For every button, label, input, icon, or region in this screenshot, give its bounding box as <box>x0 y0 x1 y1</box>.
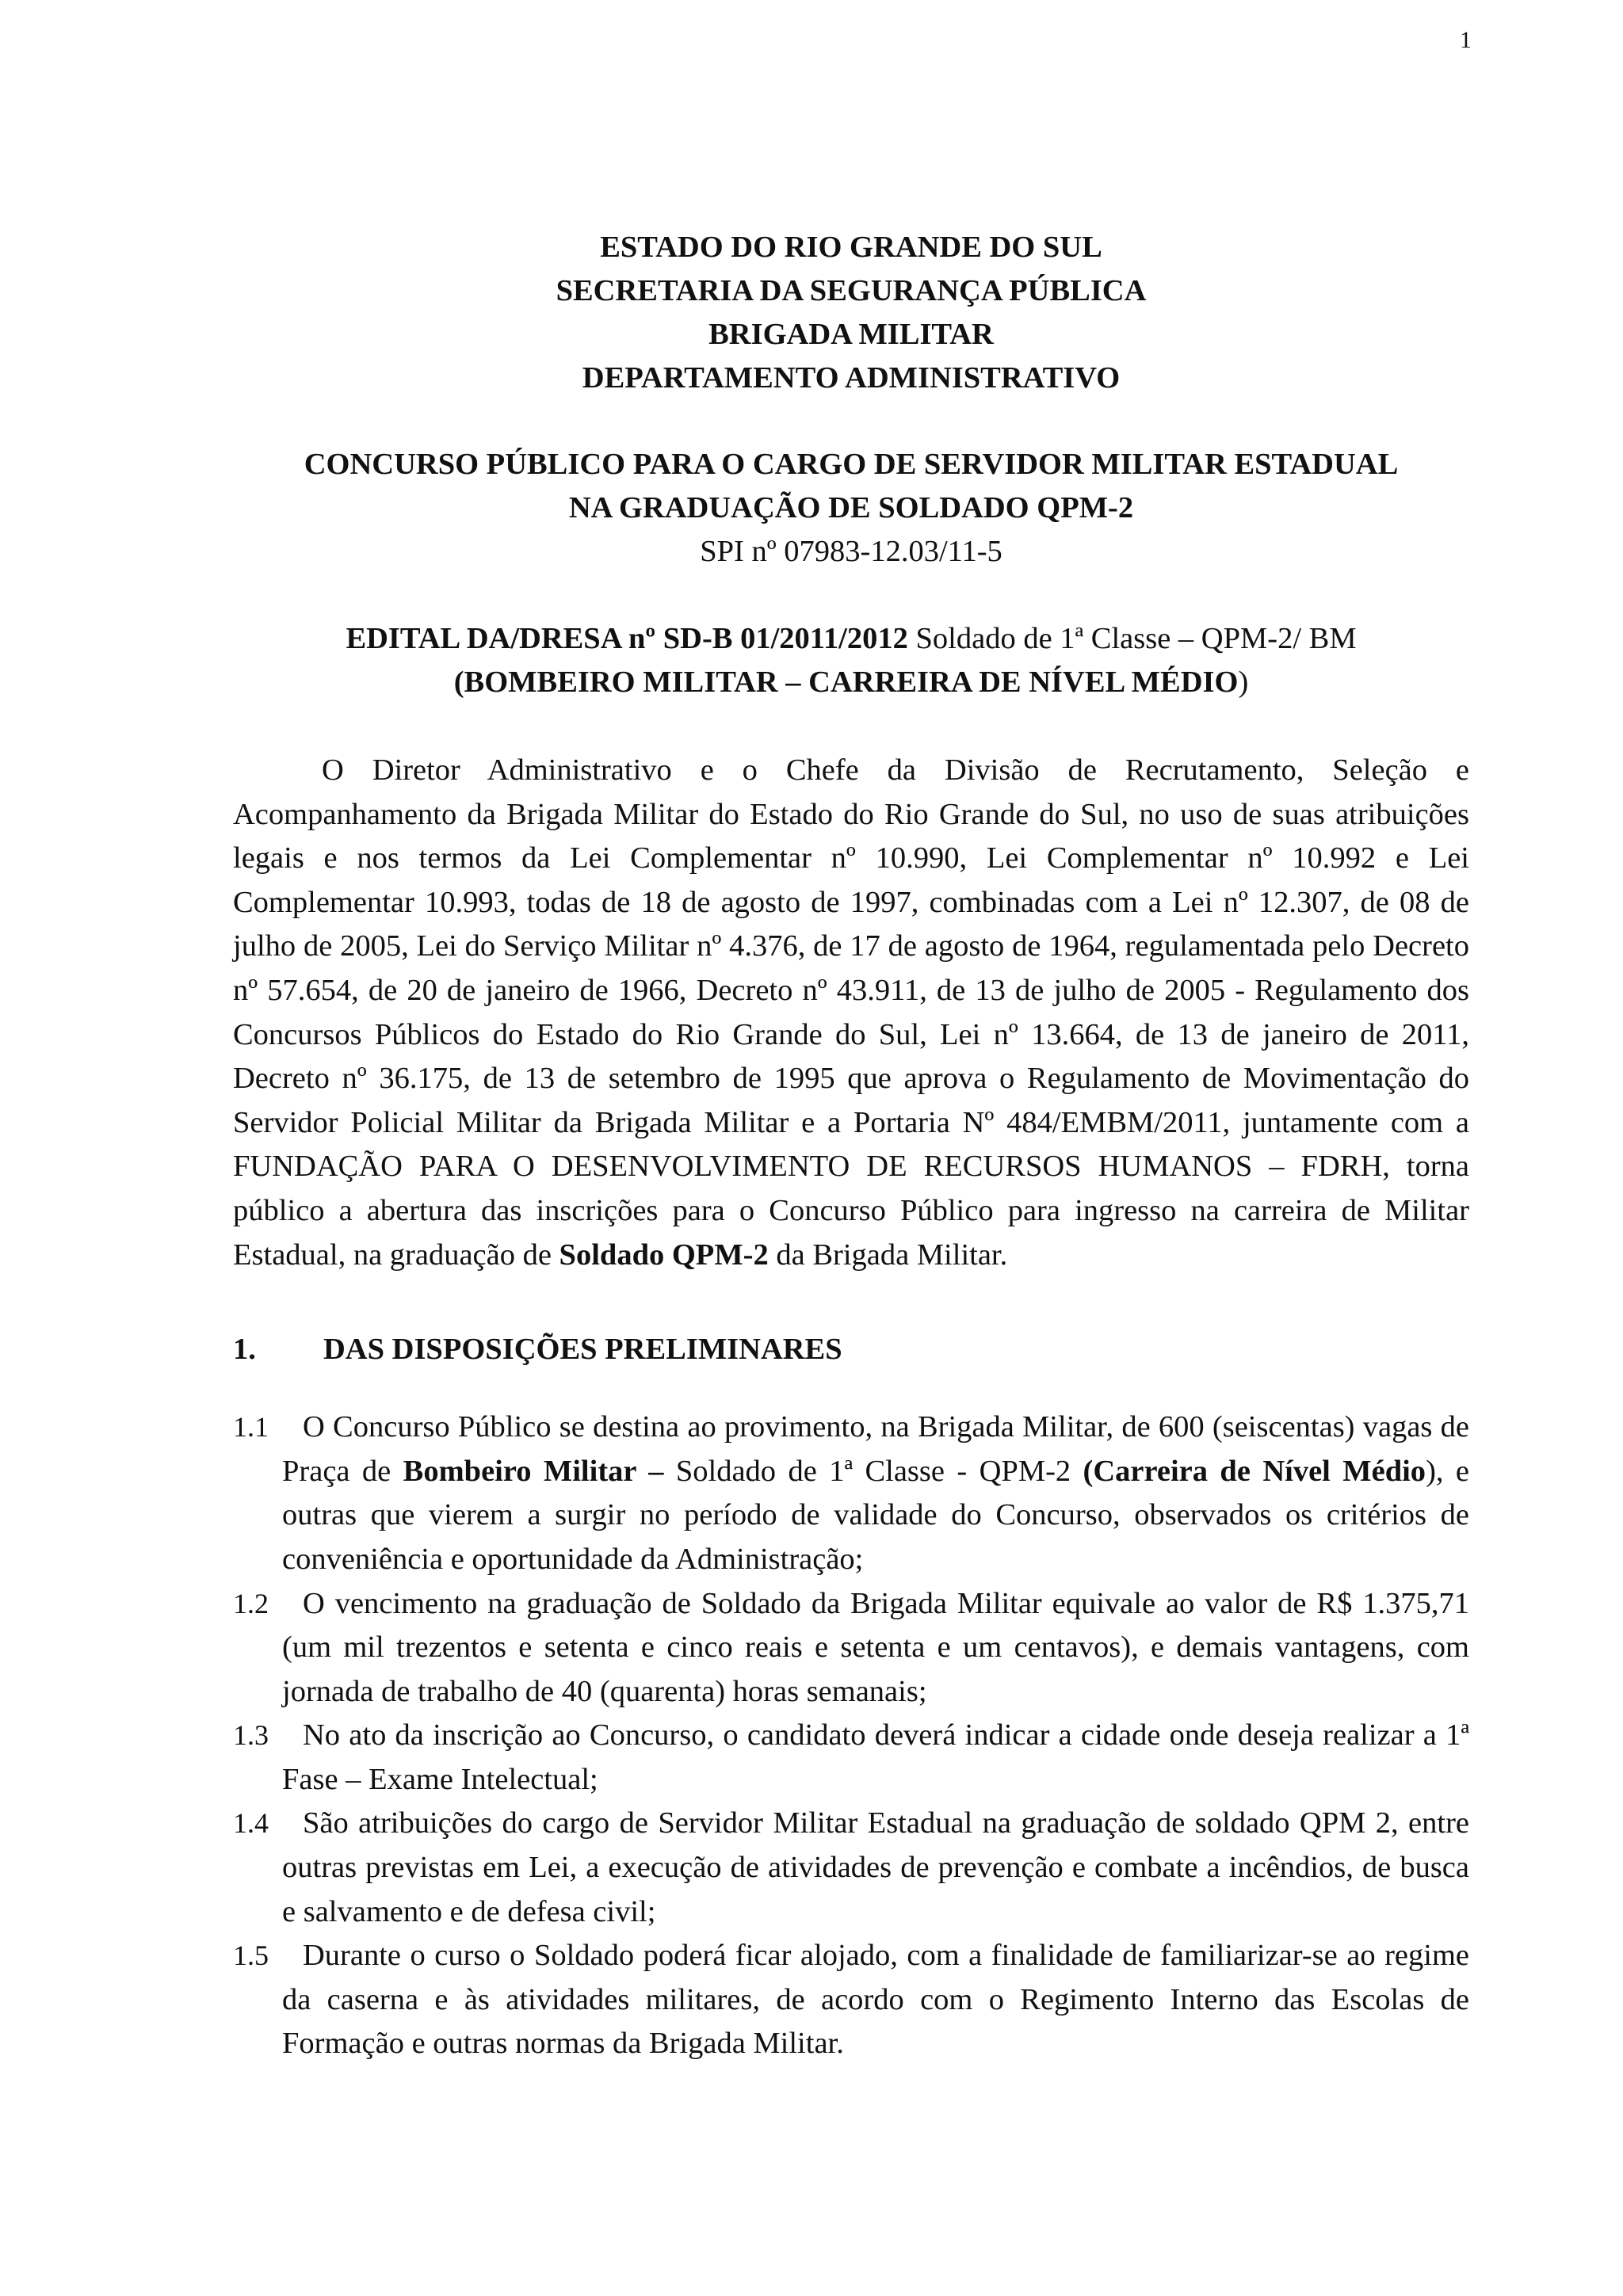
edital-subtitle <box>233 661 1469 704</box>
header-secretariat: SECRETARIA DA SEGURANÇA PÚBLICA <box>556 274 1147 307</box>
edital-subtitle-rest: ) <box>1238 666 1249 699</box>
item-text-part: São atribuições do cargo de Servidor Militar Estadual na graduação de soldado QPM 2, entre outras previstas em Lei, a execução de atividades de prevenção e combate a incêndios, de busca e salvamento e de defesa civil; <box>282 1806 1469 1928</box>
institution-header <box>233 226 1469 400</box>
item-bold-part: Bombeiro Militar – <box>403 1454 664 1488</box>
item-text <box>282 1934 1469 2066</box>
section-number: 1. <box>233 1333 256 1367</box>
edital-label-rest: Soldado de 1ª Classe – QPM-2/ BM <box>907 622 1357 655</box>
list-item <box>233 1714 1469 1802</box>
section-title: DAS DISPOSIÇÕES PRELIMINARES <box>323 1333 842 1367</box>
item-text <box>282 1714 1469 1802</box>
item-bold-part: (Carreira de Nível Médio <box>1083 1454 1426 1488</box>
header-department: DEPARTAMENTO ADMINISTRATIVO <box>582 361 1121 395</box>
intro-paragraph <box>233 749 1469 1277</box>
item-text-part: Durante o curso o Soldado poderá ficar alojado, com a finalidade de familiarizar-se ao regime da caserna e às atividades militares, de acordo com o Regimento Interno das Escolas de Formação e outras normas da Brigada Militar. <box>282 1939 1469 2061</box>
item-number: 1.5 <box>233 1939 269 1972</box>
item-number: 1.1 <box>233 1411 269 1444</box>
item-text-part: O vencimento na graduação de Soldado da Brigada Militar equivale ao valor de R$ 1.375,71 (um mil trezentos e setenta e cinco reais e setenta e um centavos), e demais vantagens, com jornada de trabalho de 40 (quarenta) horas semanais; <box>282 1586 1469 1708</box>
item-text-part: Soldado de 1ª Classe - QPM-2 <box>663 1454 1083 1488</box>
list-item <box>233 1582 1469 1714</box>
item-text <box>282 1405 1469 1581</box>
item-text-part: ), e outras que vierem a surgir no período de validade do Concurso, observados os critérios de conveniência e oportunidade da Administração; <box>282 1454 1469 1576</box>
item-text <box>282 1802 1469 1934</box>
header-brigade: BRIGADA MILITAR <box>708 318 994 351</box>
edital-block <box>233 617 1469 704</box>
intro-bold-term: Soldado QPM-2 <box>559 1238 769 1272</box>
spi-number: SPI nº 07983-12.03/11-5 <box>700 535 1002 568</box>
item-number: 1.4 <box>233 1807 269 1840</box>
section-heading <box>233 1328 1469 1371</box>
item-text-part: No ato da inscrição ao Concurso, o candidato deverá indicar a cidade onde deseja realizar a 1ª Fase – Exame Intelectual; <box>282 1718 1469 1796</box>
item-number: 1.2 <box>233 1587 269 1619</box>
contest-title-line1: CONCURSO PÚBLICO PARA O CARGO DE SERVIDOR MILITAR ESTADUAL <box>304 448 1399 481</box>
contest-title-block <box>233 443 1469 574</box>
edital-label <box>233 617 1469 661</box>
edital-subtitle-bold: (BOMBEIRO MILITAR – CARREIRA DE NÍVEL MÉDIO <box>453 666 1239 699</box>
item-text-part: O Concurso Público se destina ao provimento, na Brigada Militar, de 600 (seiscentas) vagas de Praça de <box>282 1410 1469 1488</box>
list-item <box>233 1405 1469 1581</box>
item-text <box>282 1582 1469 1714</box>
edital-label-bold: EDITAL DA/DRESA nº SD-B 01/2011/2012 <box>346 622 908 655</box>
document-body <box>233 226 1469 2066</box>
section-items <box>233 1405 1469 2066</box>
contest-title-line2: NA GRADUAÇÃO DE SOLDADO QPM-2 <box>568 491 1134 524</box>
list-item <box>233 1934 1469 2066</box>
intro-text: O Diretor Administrativo e o Chefe da Divisão de Recrutamento, Seleção e Acompanhamento da Brigada Militar do Estado do Rio Grande do Sul, no uso de suas atribuições legais e nos termos da Lei Complementar nº 10.990, Lei Complementar nº 10.992 e Lei Complementar 10.993, todas de 18 de agosto de 1997, combinadas com a Lei nº 12.307, de 08 de julho de 2005, Lei do Serviço Militar nº 4.376, de 17 de agosto de 1964, regulamentada pelo Decreto nº 57.654, de 20 de janeiro de 1966, Decreto nº 43.911, de 13 de julho de 2005 - Regulamento dos Concursos Públicos do Estado do Rio Grande do Sul, Lei nº 13.664, de 13 de janeiro de 2011, Decreto nº 36.175, de 13 de setembro de 1995 que aprova o Regulamento de Movimentação do Servidor Policial Militar da Brigada Militar e a Portaria Nº 484/EMBM/2011, juntamente com a FUNDAÇÃO PARA O DESENVOLVIMENTO DE RECURSOS HUMANOS – FDRH, torna público a abertura das inscrições para o Concurso Público para ingresso na carreira de Militar Estadual, na graduação de <box>233 753 1469 1272</box>
header-state: ESTADO DO RIO GRANDE DO SUL <box>600 231 1102 264</box>
intro-text-end: da Brigada Militar. <box>768 1238 1008 1272</box>
list-item <box>233 1802 1469 1934</box>
page-number: 1 <box>1460 27 1472 53</box>
item-number: 1.3 <box>233 1719 269 1752</box>
